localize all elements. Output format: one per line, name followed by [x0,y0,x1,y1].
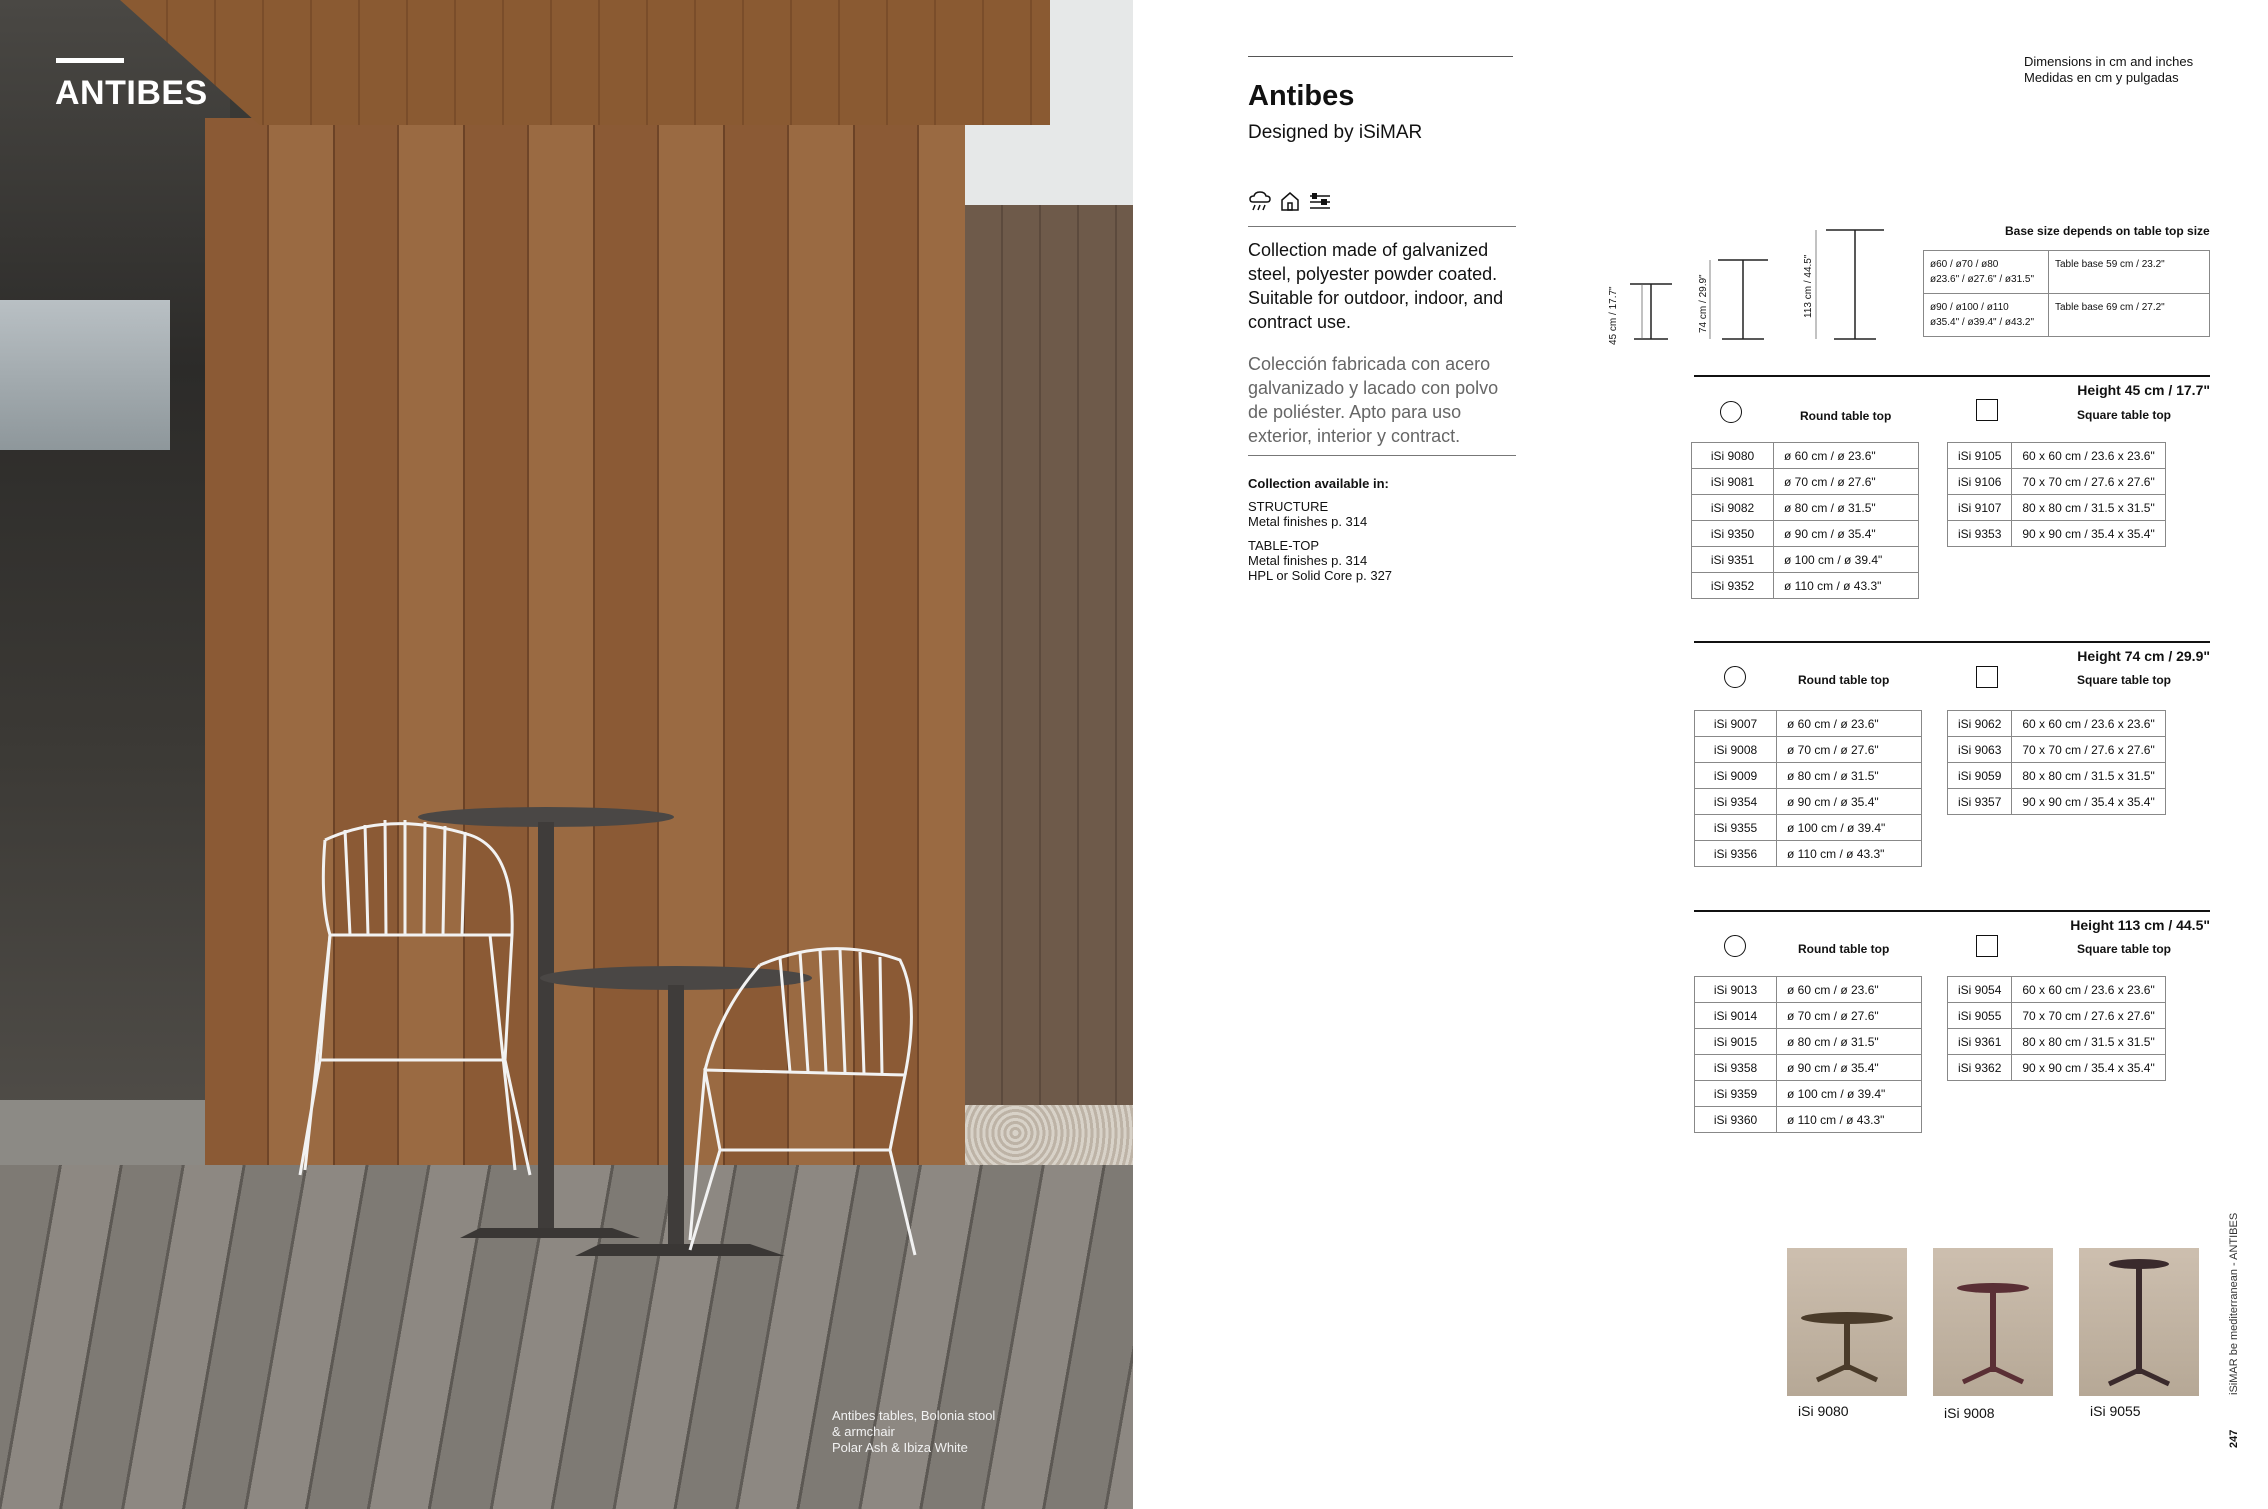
low-table-column [668,985,684,1247]
thumbnail-code: iSi 9055 [2090,1403,2141,1419]
product-title: Antibes [1248,80,1355,112]
dimensions-note-es: Medidas en cm y pulgadas [2024,70,2179,85]
round-table [1691,442,1919,599]
product-size: ø 70 cm / ø 27.6" [1777,737,1922,763]
product-code: iSi 9351 [1692,547,1774,573]
divider [1248,226,1516,227]
square-label: Square table top [2077,942,2172,956]
table-row [1692,573,1919,599]
product-size: 90 x 90 cm / 35.4 x 35.4" [2012,789,2165,815]
tabletop-label: TABLE-TOP [1248,538,1320,553]
tall-table-base [460,1228,640,1238]
square-table [1947,976,2166,1081]
product-size: ø 90 cm / ø 35.4" [1774,521,1919,547]
page-number: 247 [2228,1429,2240,1448]
product-code: iSi 9105 [1948,443,2012,469]
thumbnail-code: iSi 9008 [1944,1405,1995,1421]
section-title: Height 74 cm / 29.9" [2077,648,2210,664]
availability-heading: Collection available in: [1248,476,1389,491]
product-designer: Designed by iSiMAR [1248,122,1423,143]
product-code: iSi 9356 [1695,841,1777,867]
product-size: 60 x 60 cm / 23.6 x 23.6" [2012,443,2165,469]
table-row [1695,1107,1922,1133]
dimensions-note [2024,54,2193,86]
table-row [1695,737,1922,763]
caption-line: Polar Ash & Ibiza White [832,1440,968,1455]
description-english: Collection made of galvanized steel, polyester powder coated. Suitable for outdoor, indoor, and contract use. [1248,240,1504,332]
table-row [1948,763,2166,789]
product-size: 90 x 90 cm / 35.4 x 35.4" [2012,1055,2165,1081]
dimensions-note-en: Dimensions in cm and inches [2024,54,2194,69]
table-row [1692,547,1919,573]
table-row [1692,469,1919,495]
product-size: 70 x 70 cm / 27.6 x 27.6" [2012,737,2165,763]
base-size-table [1923,250,2210,337]
product-code: iSi 9014 [1695,1003,1777,1029]
collection-heading: ANTIBES [55,74,208,112]
product-size: ø 100 cm / ø 39.4" [1777,1081,1922,1107]
title-rule [1248,56,1513,57]
round-label: Round table top [1798,942,1890,956]
photo-caption [832,1408,1062,1456]
section-title: Height 45 cm / 17.7" [2077,382,2210,398]
section-rule [1694,910,2210,912]
product-code: iSi 9055 [1948,1003,2012,1029]
table-row [1692,495,1919,521]
product-size: ø 70 cm / ø 27.6" [1774,469,1919,495]
round-top-icon [1724,666,1746,688]
running-footer: iSiMAR be mediterranean - ANTIBES [2228,1212,2240,1395]
product-size: ø 90 cm / ø 35.4" [1777,1055,1922,1081]
product-code: iSi 9362 [1948,1055,2012,1081]
base-size-cm: ø60 / ø70 / ø80 [1930,259,1999,270]
table-row [1948,1029,2166,1055]
table-row [1948,521,2166,547]
heading-rule [56,58,124,63]
table-row [1695,815,1922,841]
tabletop-value: HPL or Solid Core p. 327 [1248,568,1393,583]
table-row [1948,1003,2166,1029]
caption-line: Antibes tables, Bolonia stool [832,1408,996,1423]
thumb-table-column [1990,1290,1996,1372]
product-code: iSi 9062 [1948,711,2012,737]
product-size: ø 60 cm / ø 23.6" [1777,711,1922,737]
product-size: 80 x 80 cm / 31.5 x 31.5" [2012,495,2165,521]
availability-block [1248,476,1392,592]
table-row [1948,789,2166,815]
table-row [1695,1081,1922,1107]
outdoor-rain-icon [1248,190,1272,212]
product-code: iSi 9354 [1695,789,1777,815]
table-row [1695,1003,1922,1029]
product-code: iSi 9059 [1948,763,2012,789]
table-113-silhouette [1826,230,1884,339]
height-label-113: 113 cm / 44.5" [1803,254,1814,318]
table-row [1924,294,2210,337]
caption-line: & armchair [832,1424,895,1439]
description-spanish: Colección fabricada con acero galvanizado y lacado con polvo de poliéster. Apto para uso exterior, interior y contract. [1248,354,1499,446]
round-top-icon [1724,935,1746,957]
product-thumbnail [1933,1248,2053,1396]
product-code: iSi 9063 [1948,737,2012,763]
product-code: iSi 9106 [1948,469,2012,495]
base-size-caption: Base size depends on table top size [2005,224,2210,238]
square-top-icon [1976,666,1998,688]
use-icons [1248,190,1332,212]
table-row [1695,763,1922,789]
product-size: ø 100 cm / ø 39.4" [1774,547,1919,573]
table-row [1948,1055,2166,1081]
table-row [1948,443,2166,469]
product-code: iSi 9013 [1695,977,1777,1003]
table-row [1695,1029,1922,1055]
low-table-base [575,1244,785,1256]
product-size: ø 70 cm / ø 27.6" [1777,1003,1922,1029]
tall-table-column [538,822,554,1232]
product-size: ø 60 cm / ø 23.6" [1774,443,1919,469]
product-code: iSi 9009 [1695,763,1777,789]
table-row [1948,737,2166,763]
product-size: 70 x 70 cm / 27.6 x 27.6" [2012,469,2165,495]
table-row [1692,443,1919,469]
table-row [1948,711,2166,737]
bolonia-stool [300,820,530,1175]
table-row [1948,469,2166,495]
table-row [1695,1055,1922,1081]
product-code: iSi 9054 [1948,977,2012,1003]
section-title: Height 113 cm / 44.5" [2070,917,2210,933]
product-size: ø 110 cm / ø 43.3" [1774,573,1919,599]
square-table [1947,442,2166,547]
product-code: iSi 9107 [1948,495,2012,521]
section-rule [1694,375,2210,377]
square-label: Square table top [2077,673,2172,687]
base-size-in: ø23.6" / ø27.6" / ø31.5" [1930,274,2035,285]
product-thumbnail [2079,1248,2199,1396]
tabletop-value: Metal finishes p. 314 [1248,553,1368,568]
table-row [1924,251,2210,294]
product-code: iSi 9358 [1695,1055,1777,1081]
ibiza-armchair [690,949,915,1255]
thumb-table-base [2109,1370,2169,1384]
table-74-silhouette [1718,260,1768,339]
product-code: iSi 9353 [1948,521,2012,547]
product-code: iSi 9015 [1695,1029,1777,1055]
thumb-table-base [1817,1366,1877,1380]
product-size: ø 100 cm / ø 39.4" [1777,815,1922,841]
product-size: ø 110 cm / ø 43.3" [1777,1107,1922,1133]
square-label: Square table top [2077,408,2172,422]
table-row [1695,711,1922,737]
product-code: iSi 9357 [1948,789,2012,815]
thumb-table-base [1963,1368,2023,1382]
base-size-cell [1924,251,2049,294]
table-row [1695,789,1922,815]
product-size: 60 x 60 cm / 23.6 x 23.6" [2012,977,2165,1003]
product-size: 60 x 60 cm / 23.6 x 23.6" [2012,711,2165,737]
product-size: 90 x 90 cm / 35.4 x 35.4" [2012,521,2165,547]
thumb-table-column [1844,1320,1850,1370]
structure-value: Metal finishes p. 314 [1248,514,1368,529]
indoor-home-icon [1278,190,1302,212]
product-code: iSi 9081 [1692,469,1774,495]
product-thumbnail [1787,1248,1907,1396]
height-label-45: 45 cm / 17.7" [1608,286,1619,345]
table-45-silhouette [1630,284,1672,339]
table-row [1695,841,1922,867]
base-value-cell: Table base 59 cm / 23.2" [2049,251,2210,294]
contract-icon [1308,190,1332,212]
product-code: iSi 9352 [1692,573,1774,599]
product-size: 80 x 80 cm / 31.5 x 31.5" [2012,1029,2165,1055]
product-code: iSi 9359 [1695,1081,1777,1107]
product-code: iSi 9350 [1692,521,1774,547]
thumbnail-code: iSi 9080 [1798,1403,1849,1419]
round-top-icon [1720,401,1742,423]
product-size: ø 60 cm / ø 23.6" [1777,977,1922,1003]
product-code: iSi 9007 [1695,711,1777,737]
base-value-cell: Table base 69 cm / 27.2" [2049,294,2210,337]
round-table [1694,710,1922,867]
height-silhouettes [1620,220,1890,350]
product-code: iSi 9355 [1695,815,1777,841]
product-code: iSi 9008 [1695,737,1777,763]
square-top-icon [1976,935,1998,957]
product-size: ø 80 cm / ø 31.5" [1777,1029,1922,1055]
furniture-illustration [0,0,1133,1509]
product-size: ø 80 cm / ø 31.5" [1777,763,1922,789]
product-code: iSi 9080 [1692,443,1774,469]
product-size: ø 80 cm / ø 31.5" [1774,495,1919,521]
table-row [1948,495,2166,521]
product-size: 70 x 70 cm / 27.6 x 27.6" [2012,1003,2165,1029]
base-size-cm: ø90 / ø100 / ø110 [1930,302,2009,313]
round-label: Round table top [1800,409,1892,423]
table-row [1948,977,2166,1003]
product-code: iSi 9361 [1948,1029,2012,1055]
thumb-table-column [2136,1266,2142,1374]
product-size: ø 90 cm / ø 35.4" [1777,789,1922,815]
divider [1248,455,1516,456]
table-row [1695,977,1922,1003]
base-size-cell [1924,294,2049,337]
product-code: iSi 9082 [1692,495,1774,521]
product-size: ø 110 cm / ø 43.3" [1777,841,1922,867]
structure-label: STRUCTURE [1248,499,1329,514]
product-code: iSi 9360 [1695,1107,1777,1133]
hero-photo [0,0,1133,1509]
base-size-in: ø35.4" / ø39.4" / ø43.2" [1930,317,2035,328]
round-label: Round table top [1798,673,1890,687]
product-size: 80 x 80 cm / 31.5 x 31.5" [2012,763,2165,789]
table-row [1692,521,1919,547]
round-table [1694,976,1922,1133]
section-rule [1694,641,2210,643]
square-table [1947,710,2166,815]
height-label-74: 74 cm / 29.9" [1698,274,1709,333]
square-top-icon [1976,399,1998,421]
